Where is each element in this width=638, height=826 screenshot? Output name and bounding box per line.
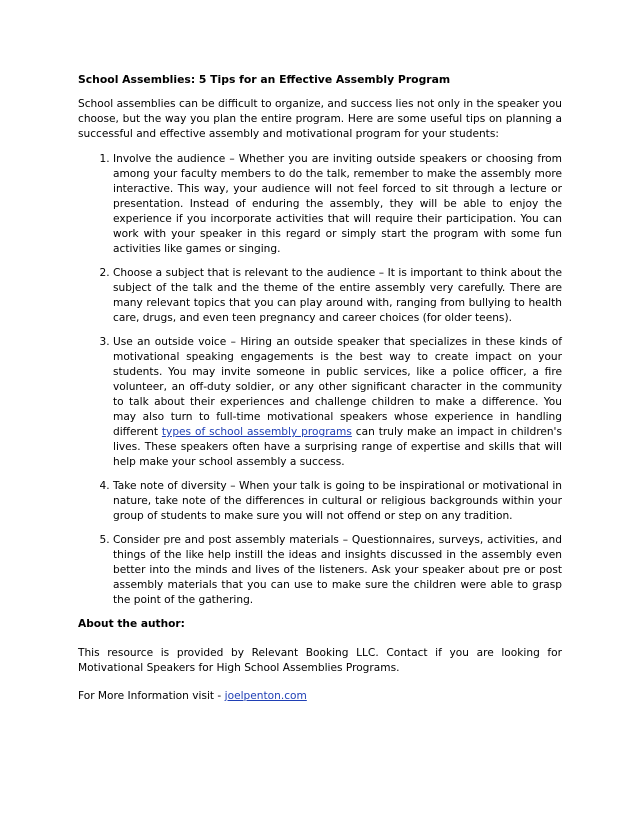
tip-text-after-link: can truly make an impact in children's lives. These speakers often have a surprising range of expertise and skills that will help make your school assembly a success. <box>113 426 562 468</box>
intro-paragraph: School assemblies can be difficult to organize, and success lies not only in the speaker you choose, but the way you plan the entire program. Here are some useful tips on planning a successful and effective assembly and motivational program for your students: <box>78 98 562 140</box>
document-title: School Assemblies: 5 Tips for an Effective Assembly Program <box>78 73 451 86</box>
tip-item-4 <box>113 479 562 524</box>
document-page <box>78 72 562 704</box>
tips-list <box>78 152 562 608</box>
tip-item-1 <box>113 152 562 257</box>
tip-item-2 <box>113 266 562 326</box>
tip-item-5 <box>113 533 562 608</box>
tip-text: Involve the audience – Whether you are inviting outside speakers or choosing from among your faculty members to do the talk, remember to make the assembly more interactive. This way, your audience will not feel forced to sit through a lecture or presentation. Instead of enduring the assembly, they will be able to enjoy the experience if you incorporate activities that will require their participation. You can work with your speaker in this regard or simply start the program with some fun activities like games or singing. <box>113 153 562 255</box>
tip-text: Take note of diversity – When your talk is going to be inspirational or motivational in nature, take note of the differences in cultural or religious backgrounds within your group of students to make sure you will not offend or step on any tradition. <box>113 480 562 522</box>
more-info-line <box>78 689 562 704</box>
school-assembly-programs-link[interactable]: types of school assembly programs <box>161 426 352 438</box>
tip-text: Choose a subject that is relevant to the audience – It is important to think about the subject of the talk and the theme of the entire assembly very carefully. There are many relevant topics that you can play around with, ranging from bullying to health care, drugs, and even teen pregnancy and career choices (for older teens). <box>113 267 562 324</box>
more-info-label: For More Information visit - <box>78 690 225 702</box>
about-heading: About the author: <box>78 618 185 630</box>
tip-text: Consider pre and post assembly materials – Questionnaires, surveys, activities, and things of the like help instill the ideas and insights discussed in the assembly even better into the minds and lives of the listeners. Ask your speaker about pre or post assembly materials that you can use to make sure the children were able to grasp the point of the gathering. <box>113 534 562 606</box>
about-paragraph: This resource is provided by Relevant Booking LLC. Contact if you are looking for Motivational Speakers for High School Assemblies Programs. <box>78 647 562 674</box>
tip-item-3 <box>113 335 562 470</box>
tip-text-before-link: Use an outside voice – Hiring an outside speaker that specializes in these kinds of motivational speaking engagements is the best way to create impact on your students. You may invite someone in public services, like a police officer, a fire volunteer, an off-duty soldier, or any other significant character in the community to talk about their experiences and challenge children to make a difference. You may also turn to full-time motivational speakers whose experience in handling different <box>113 336 562 438</box>
website-link[interactable]: joelpenton.com <box>224 690 307 702</box>
